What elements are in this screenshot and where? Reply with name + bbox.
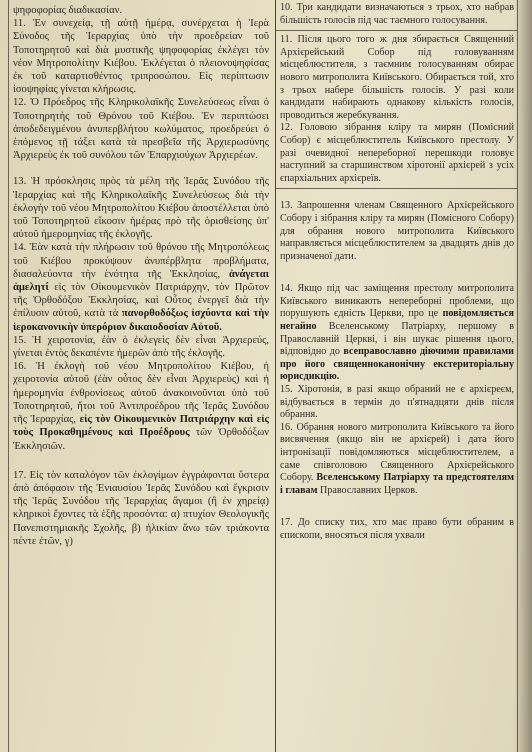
greek-p16-text-a: 16. Ἡ ἐκλογὴ τοῦ νέου Μητροπολίτου Κιέβου, ἡ χειροτονία αὐτοῦ (ἐὰν οὗτος δὲν εἶναι Ἀρχιερεὺς) καὶ ἡ ἡμερομηνία ἐνθρονίσεως αὐτοῦ ἀνακοινοῦνται ὑπὸ τοῦ Τοποτηρητοῦ, ἤτοι τοῦ Ἀντιπροέδρου τῆς Ἱερᾶς Συνόδου τῆς Ἱεραρχίας,	[13, 361, 269, 426]
greek-p14-text-a: 14. Ἐὰν κατὰ τὴν πλήρωσιν τοῦ θρόνου τῆς Μητροπόλεως τοῦ Κιέβου προκύψουν ἀνυπέρβλητα προβλήματα, διασαλεύοντα τὴν ἑνότητα τῆς Ἐκκλησίας,	[13, 242, 269, 280]
ukrainian-paragraph-15: 15. Хіротонія, в разі якщо обраний не є архієреєм, відбувається в термін до п'ятнадцяти днів після обрання.	[280, 384, 514, 421]
greek-p14-text-c: εἰς τὸν Οἰκουμενικὸν Πατριάρχην, τὸν Πρῶτον τῆς Ὀρθοδόξου Ἐκκλησίας, καὶ Οὗτος ἐνεργεῖ διὰ τὴν ἐπίλυσιν αὐτοῦ, κατὰ τὰ	[13, 282, 269, 320]
greek-paragraph-15: 15. Ἡ χειροτονία, ἐὰν ὁ ἐκλεγεὶς δὲν εἶναι Ἀρχιερεύς, γίνεται ἐντὸς δεκαπέντε ἡμερῶν ἀπὸ τῆς ἐκλογῆς.	[13, 334, 269, 360]
greek-paragraph-intro: ψηφοφορίας διαδικασίαν.	[13, 5, 123, 16]
ukrainian-paragraph-12: 12. Головою зібрання кліру та мирян (Помісний Собор) є місцеблюститель Київського престолу. У разі очевидної непереборної перешкоди головує наступний за старшинством хіротонії архієрей з усіх єпархіальних архієреїв.	[280, 122, 514, 184]
greek-column	[9, 0, 276, 752]
ukrainian-p14-bold-b: повідомляється негайно	[280, 308, 514, 333]
ukrainian-paragraph-13: 13. Запрошення членам Священного Архієрейського Собору і зібрання кліру та мирян (Помісного Собору) для обрання нового митрополита Київського направляється місцеблюстителем за двадцять днів до призначеної дати.	[280, 200, 514, 262]
greek-p16-bold-b: εἰς τὸν Οἰκουμενικὸν Πατριάρχην καὶ εἰς τοὺς Προκαθημένους καὶ Προέδρους	[13, 414, 270, 439]
bilingual-table	[8, 0, 518, 752]
greek-p16-text-c: τῶν Ὀρθοδόξων Ἐκκλησιῶν.	[13, 427, 269, 452]
ukrainian-p14-text-c: Вселенському Патріарху, першому в Православній Церкві, і він шукає рішення цього, відповідно до	[280, 321, 514, 358]
greek-paragraph-17: 17. Εἰς τὸν καταλόγον τῶν ἐκλογίμων ἐγγράφονται ὕστερα ἀπὸ ἀπόφασιν τῆς Ἐνιαυσίου Ἱερᾶς Συνόδου καὶ ἔγκρισιν τῆς Ἱερᾶς Συνόδου τῆς Ἱεραρχίας ἄγαμοι (ἢ ἐν χηρείᾳ) κληρικοὶ ἔχοντες τὰ ἑξῆς προσόντα: α) πτυχίον Θεολογικῆς Πανεπιστημιακῆς Σχολῆς, β) ἡλικίαν ἄνω τῶν τριάκοντα πέντε ἐτῶν, γ)	[13, 469, 269, 547]
greek-paragraph-16	[13, 360, 269, 452]
greek-p14-bold-b: ἀνάγεται ἀμελητί	[13, 268, 269, 294]
ukrainian-p14-text-a: 14. Якщо під час заміщення престолу митрополита Київського виникають непереборні проблеми, що порушують єдність Церкви, про це	[280, 283, 514, 320]
ukrainian-p14-bold-d: всеправославно діючими правилами про його священноканонічну екстериторіальну юрисдикцію.	[280, 346, 514, 383]
ukrainian-p16-bold-b: Вселенському Патріарху та предстоятелям і главам	[280, 472, 514, 496]
ukrainian-p16-text-c: Православних Церков.	[320, 484, 418, 496]
ukrainian-p16-text-a: 16. Обрання нового митрополита Київського та його висвячення (якщо він не архієрей) і дата його інтронізації повідомляються місцеблюстителем, а саме співголовою Священного Архієрейського Собору.	[280, 421, 514, 484]
ukrainian-column	[276, 0, 517, 752]
greek-paragraph-11: 11. Ἐν συνεχείᾳ, τῇ αὐτῇ ἡμέρᾳ, συνέρχεται ἡ Ἱερὰ Σύνοδος τῆς Ἱεραρχίας ὑπὸ τὴν προεδρείαν τοῦ Τοποτηρητοῦ καὶ διὰ μυστικῆς ψηφοφορίας ἐκλέγει τὸν νέον Μητροπολίτην Κιέβου. Ἐκλέγεται ὁ πλειονοψηφίσας ἐκ τοῦ καταρτισθέντος τριπροσώπου. Εἰς περίπτωσιν ἰσοψηφίας γίνεται κλήρωσις.	[13, 18, 269, 96]
ukrainian-paragraph-16	[280, 422, 514, 498]
row-divider	[276, 188, 517, 189]
greek-paragraph-14	[13, 241, 269, 333]
ukrainian-paragraph-14	[280, 283, 514, 384]
greek-p14-bold-d: πανορθοδόξως ἰσχύοντα καὶ τὴν ἱεροκανονικὴν ὑπερόριον δικαιοδοσίαν Αὐτοῦ.	[13, 308, 269, 333]
row-divider	[276, 30, 517, 31]
ukrainian-paragraph-10: 10. Три кандидати визначаються з трьох, хто набрав більшість голосів під час таємного голосування.	[280, 2, 514, 26]
ukrainian-paragraph-11: 11. Після цього того ж дня збирається Священний Архієрейський Собор під головуванням місцеблюстителя, з таємним голосуванням обирає нового митрополита Київського. Обирається той, хто з трьох набере більшість голосів. У разі коли кандидати набирають однакову кількість голосів, проводиться жеребкування.	[280, 34, 514, 121]
greek-paragraph-12: 12. Ὁ Πρόεδρος τῆς Κληρικολαϊκῆς Συνελεύσεως εἶναι ὁ Τοποτηρητὴς τοῦ Θρόνου τοῦ Κιέβου. Ἐν περιπτώσει ἀποδεδειγμένου ἀνυπερβλήτου κωλύματος, προεδρεύει ὁ ἑπόμενος τῇ τάξει κατὰ τὰ πρεσβεῖα τῆς Ἀρχιερωσύνης Ἀρχιερεὺς ἐκ τοῦ συνόλου τῶν Ἐπαρχιούχων Ἀρχιερέων.	[13, 97, 269, 162]
ukrainian-paragraph-17: 17. До списку тих, хто має право бути обраним в єпископи, вносяться після ухвали	[280, 517, 514, 541]
greek-paragraph-13: 13. Ἡ πρόσκλησις πρὸς τὰ μέλη τῆς Ἱερᾶς Συνόδου τῆς Ἱεραρχίας καὶ τῆς Κληρικολαϊκῆς Συνελεύσεως διὰ τὴν ἐκλογὴν τοῦ νέου Μητροπολίτου Κιέβου ἀποστέλλεται ὑπὸ τοῦ Τοποτηρητοῦ εἴκοσιν ἡμέρας πρὸ τῆς ὁρισθείσης ὑπ' αὐτοῦ ἡμερομηνίας τῆς ἐκλογῆς.	[13, 176, 269, 241]
